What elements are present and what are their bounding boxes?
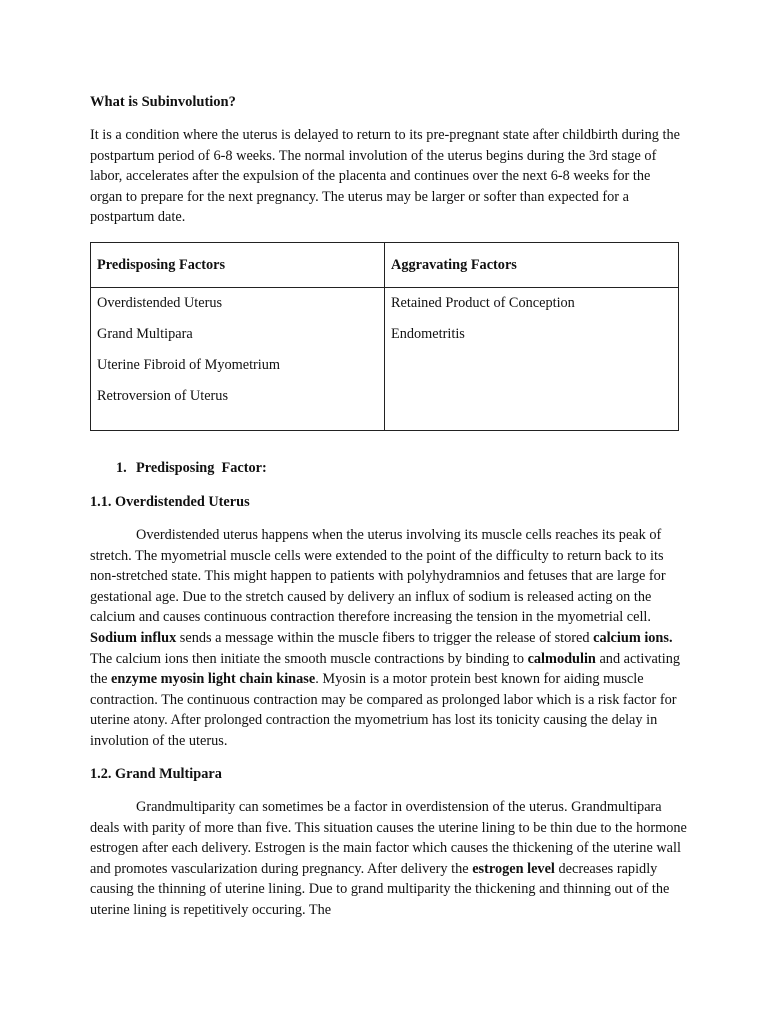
subsection-heading-overdistended: 1.1. Overdistended Uterus xyxy=(90,494,250,510)
aggravating-item: Retained Product of Conception xyxy=(391,295,575,311)
subsection-heading-grand-multipara: 1.2. Grand Multipara xyxy=(90,766,222,782)
section-heading-predisposing xyxy=(116,460,267,477)
text-run: decreases rapidly causing the thinning of uterine lining. Due to grand multiparity the thickening and thinning out of the uterine lining is repetitively occuring. The xyxy=(90,860,670,918)
header-predisposing: Predisposing Factors xyxy=(91,243,385,288)
text-run: Overdistended uterus happens when the uterus involving its muscle cells reaches its peak of stretch. The myometrial muscle cells were extended to the point of the difficulty to return back to its non-stretched state. This might happen to patients with polyhydramnios and fetuses that are large for gestational age. Due to the stretch caused by delivery an influx of sodium is released acting on the calcium and causes continuous contraction therefore increasing the tension in the myometrial cell. xyxy=(90,527,666,626)
aggravating-cell xyxy=(385,288,679,431)
text-run: The calcium ions then initiate the smooth muscle contractions by binding to xyxy=(90,650,528,667)
text-run: and activating the xyxy=(90,650,681,688)
paragraph-grand-multipara xyxy=(90,797,688,921)
predisposing-item: Uterine Fibroid of Myometrium xyxy=(97,357,281,373)
bold-term: Sodium influx xyxy=(90,629,177,646)
text-run: . Myosin is a motor protein best known for aiding muscle contraction. The continuous contraction may be compared as prolonged labor which is a risk factor for uterine atony. After prolonged contraction the myometrium has lost its tonicity causing the delay in involution of the uterus. xyxy=(90,671,677,749)
paragraph-overdistended xyxy=(90,525,688,752)
predisposing-cell xyxy=(91,288,385,431)
text-run: sends a message within the muscle fibers to trigger the release of stored xyxy=(176,629,594,646)
aggravating-item: Endometritis xyxy=(391,326,465,342)
intro-paragraph: It is a condition where the uterus is delayed to return to its pre-pregnant state after childbirth during the postpartum period of 6-8 weeks. The normal involution of the uterus begins during the 3rd stage of labor, accelerates after the expulsion of the placenta and continues over the next 6-8 weeks for the organ to prepare for the next pregnancy. The uterus may be larger or softer than expected for a postpartum date. xyxy=(90,127,680,226)
text-run: Grandmultiparity can sometimes be a factor in overdistension of the uterus. Grandmultipara deals with parity of more than five. This situation causes the uterine lining to be thin due to the hormone estrogen after each delivery. Estrogen is the main factor which causes the thickening of the uterine wall and promotes vascularization during pregnancy. After delivery the xyxy=(90,799,687,877)
table-row xyxy=(91,288,679,431)
section-title: Predisposing Factor: xyxy=(136,460,267,476)
predisposing-item: Retroversion of Uterus xyxy=(97,388,229,404)
bold-term: calmodulin xyxy=(527,650,596,667)
bold-term: enzyme myosin light chain kinase xyxy=(111,671,316,688)
bold-term: calcium ions. xyxy=(593,629,673,646)
bold-term: estrogen level xyxy=(472,860,555,877)
predisposing-item: Overdistended Uterus xyxy=(97,295,223,311)
section-number: 1. xyxy=(116,460,127,476)
factors-table xyxy=(90,242,679,431)
header-aggravating: Aggravating Factors xyxy=(385,243,679,288)
table-header-row xyxy=(91,243,679,288)
page-title: What is Subinvolution? xyxy=(90,94,236,110)
predisposing-item: Grand Multipara xyxy=(97,326,193,342)
